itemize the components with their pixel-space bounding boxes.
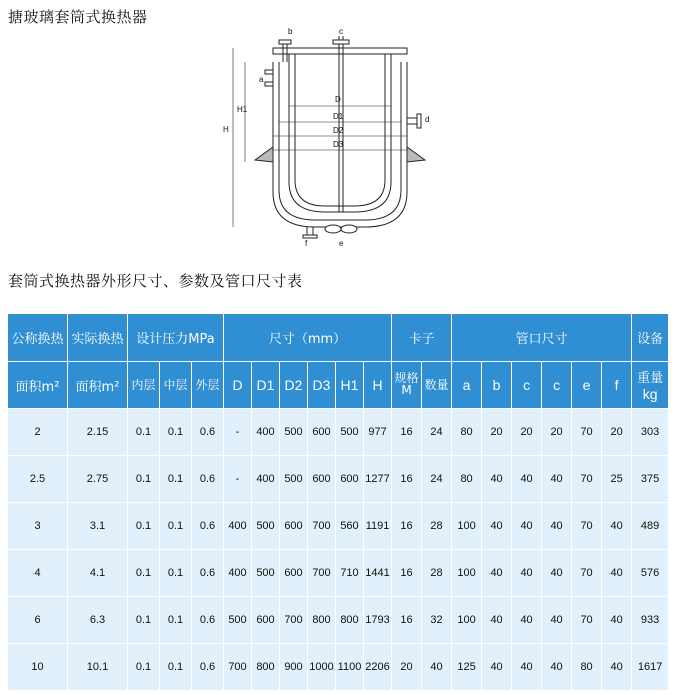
page-title: 搪玻璃套筒式换热器 (8, 8, 148, 26)
table-cell: 20 (482, 409, 512, 456)
table-cell: 1100 (336, 644, 364, 691)
header-nozzle-c1: c (512, 362, 542, 409)
table-row (8, 503, 669, 550)
table-cell: 400 (224, 503, 252, 550)
table-cell: 2.5 (8, 456, 68, 503)
table-cell: 700 (280, 597, 308, 644)
table-cell: 0.1 (160, 409, 192, 456)
header-clip-qty: 数量 (422, 362, 452, 409)
table-cell: 800 (308, 597, 336, 644)
table-cell: 25 (602, 456, 632, 503)
table-row (8, 456, 669, 503)
table-cell: 700 (308, 503, 336, 550)
table-cell: 70 (572, 550, 602, 597)
table-cell: 40 (482, 456, 512, 503)
table-cell: 1191 (364, 503, 392, 550)
table-cell: 28 (422, 550, 452, 597)
spec-table (7, 313, 669, 691)
table-cell: 40 (512, 644, 542, 691)
table-cell: 977 (364, 409, 392, 456)
table-cell: 4 (8, 550, 68, 597)
table-cell: 500 (280, 456, 308, 503)
table-row (8, 409, 669, 456)
header-clip-spec: 规格M (392, 362, 422, 409)
label-d: d (425, 115, 430, 124)
table-cell: - (224, 456, 252, 503)
header-pressure-inner: 内层 (128, 362, 160, 409)
table-cell: 1793 (364, 597, 392, 644)
header-nozzle-f: f (602, 362, 632, 409)
label-f: f (305, 239, 308, 248)
table-cell: 500 (252, 503, 280, 550)
table-cell: 1441 (364, 550, 392, 597)
table-cell: 600 (280, 550, 308, 597)
table-cell: 600 (308, 409, 336, 456)
header-nozzle-c2: c (542, 362, 572, 409)
table-cell: 4.1 (68, 550, 128, 597)
header-size-D: D (224, 362, 252, 409)
table-cell: 0.1 (160, 503, 192, 550)
table-cell: 560 (336, 503, 364, 550)
header-size-D3: D3 (308, 362, 336, 409)
table-cell: 0.6 (192, 550, 224, 597)
table-cell: 0.1 (160, 550, 192, 597)
table-cell: 600 (280, 503, 308, 550)
table-title: 套筒式换热器外形尺寸、参数及管口尺寸表 (8, 272, 303, 290)
table-cell: 600 (308, 456, 336, 503)
table-cell: 40 (602, 644, 632, 691)
table-cell: 0.1 (160, 597, 192, 644)
table-cell: 32 (422, 597, 452, 644)
table-cell: 70 (572, 456, 602, 503)
table-cell: 40 (512, 550, 542, 597)
table-cell: 2.15 (68, 409, 128, 456)
header-size-D1: D1 (252, 362, 280, 409)
table-cell: 16 (392, 409, 422, 456)
header-nozzle-e: e (572, 362, 602, 409)
label-a: a (259, 75, 264, 84)
table-cell: 40 (482, 597, 512, 644)
header-weight-unit: 重量 kg (632, 362, 669, 409)
table-cell: 40 (482, 503, 512, 550)
heat-exchanger-diagram (215, 22, 440, 250)
table-cell: - (224, 409, 252, 456)
label-b: b (288, 27, 293, 36)
table-cell: 500 (252, 550, 280, 597)
header-nozzle-a: a (452, 362, 482, 409)
table-cell: 40 (482, 550, 512, 597)
table-cell: 70 (572, 409, 602, 456)
table-cell: 0.6 (192, 644, 224, 691)
table-cell: 20 (602, 409, 632, 456)
table-cell: 1617 (632, 644, 669, 691)
table-cell: 933 (632, 597, 669, 644)
table-cell: 500 (224, 597, 252, 644)
table-row (8, 644, 669, 691)
table-cell: 0.1 (128, 550, 160, 597)
table-cell: 10 (8, 644, 68, 691)
table-cell: 80 (572, 644, 602, 691)
table-cell: 40 (602, 597, 632, 644)
table-cell: 40 (602, 503, 632, 550)
table-cell: 400 (252, 409, 280, 456)
table-cell: 70 (572, 503, 602, 550)
label-c: c (339, 27, 343, 36)
table-cell: 2.75 (68, 456, 128, 503)
table-cell: 400 (224, 550, 252, 597)
table-cell: 40 (602, 550, 632, 597)
table-cell: 500 (336, 409, 364, 456)
header-pressure: 设计压力MPa (128, 314, 224, 362)
header-pressure-outer: 外层 (192, 362, 224, 409)
header-nozzle-b: b (482, 362, 512, 409)
header-area-actual-unit: 面积m² (68, 362, 128, 409)
table-cell: 600 (252, 597, 280, 644)
table-cell: 28 (422, 503, 452, 550)
table-cell: 40 (482, 644, 512, 691)
table-cell: 0.1 (128, 644, 160, 691)
table-cell: 1000 (308, 644, 336, 691)
table-cell: 800 (252, 644, 280, 691)
table-cell: 6 (8, 597, 68, 644)
table-cell: 10.1 (68, 644, 128, 691)
table-cell: 1277 (364, 456, 392, 503)
table-cell: 40 (542, 550, 572, 597)
table-cell: 576 (632, 550, 669, 597)
table-cell: 900 (280, 644, 308, 691)
table-cell: 0.6 (192, 503, 224, 550)
label-D3: D3 (333, 140, 344, 149)
table-cell: 40 (422, 644, 452, 691)
table-cell: 24 (422, 456, 452, 503)
header-area-nominal: 公称换热 (8, 314, 68, 362)
table-cell: 2 (8, 409, 68, 456)
table-cell: 400 (252, 456, 280, 503)
table-cell: 700 (308, 550, 336, 597)
header-pressure-middle: 中层 (160, 362, 192, 409)
table-cell: 80 (452, 456, 482, 503)
table-cell: 40 (512, 597, 542, 644)
table-row (8, 550, 669, 597)
table-cell: 100 (452, 597, 482, 644)
table-cell: 600 (336, 456, 364, 503)
header-weight: 设备 (632, 314, 669, 362)
table-cell: 24 (422, 409, 452, 456)
table-cell: 16 (392, 503, 422, 550)
table-body (8, 409, 669, 691)
table-cell: 500 (280, 409, 308, 456)
table-cell: 0.6 (192, 456, 224, 503)
table-cell: 20 (392, 644, 422, 691)
table-cell: 0.1 (128, 409, 160, 456)
table-cell: 3.1 (68, 503, 128, 550)
table-cell: 40 (542, 456, 572, 503)
header-nozzle: 管口尺寸 (452, 314, 632, 362)
table-cell: 70 (572, 597, 602, 644)
table-cell: 20 (542, 409, 572, 456)
table-cell: 303 (632, 409, 669, 456)
table-cell: 16 (392, 597, 422, 644)
table-cell: 125 (452, 644, 482, 691)
table-cell: 0.1 (160, 456, 192, 503)
label-D2: D2 (333, 126, 344, 135)
header-size-H1: H1 (336, 362, 364, 409)
header-clip: 卡子 (392, 314, 452, 362)
table-cell: 16 (392, 550, 422, 597)
table-cell: 710 (336, 550, 364, 597)
table-cell: 20 (512, 409, 542, 456)
label-e: e (339, 239, 344, 248)
label-H: H (223, 125, 229, 134)
table-cell: 489 (632, 503, 669, 550)
table-cell: 0.1 (160, 644, 192, 691)
table-row (8, 597, 669, 644)
header-size: 尺寸（mm） (224, 314, 392, 362)
table-cell: 800 (336, 597, 364, 644)
label-D1: D1 (333, 112, 344, 121)
table-cell: 0.6 (192, 597, 224, 644)
table-cell: 100 (452, 503, 482, 550)
table-cell: 0.1 (128, 503, 160, 550)
table-cell: 80 (452, 409, 482, 456)
table-cell: 40 (542, 597, 572, 644)
table-cell: 40 (542, 644, 572, 691)
table-cell: 2206 (364, 644, 392, 691)
label-H1: H1 (237, 105, 248, 114)
table-cell: 375 (632, 456, 669, 503)
header-size-D2: D2 (280, 362, 308, 409)
header-area-actual: 实际换热 (68, 314, 128, 362)
table-cell: 40 (542, 503, 572, 550)
table-cell: 0.1 (128, 597, 160, 644)
header-size-H: H (364, 362, 392, 409)
table-cell: 700 (224, 644, 252, 691)
label-D: D (335, 95, 341, 104)
table-cell: 16 (392, 456, 422, 503)
table-cell: 100 (452, 550, 482, 597)
table-cell: 40 (512, 503, 542, 550)
table-cell: 40 (512, 456, 542, 503)
header-area-nominal-unit: 面积m² (8, 362, 68, 409)
table-cell: 0.6 (192, 409, 224, 456)
table-cell: 6.3 (68, 597, 128, 644)
table-cell: 3 (8, 503, 68, 550)
table-cell: 0.1 (128, 456, 160, 503)
